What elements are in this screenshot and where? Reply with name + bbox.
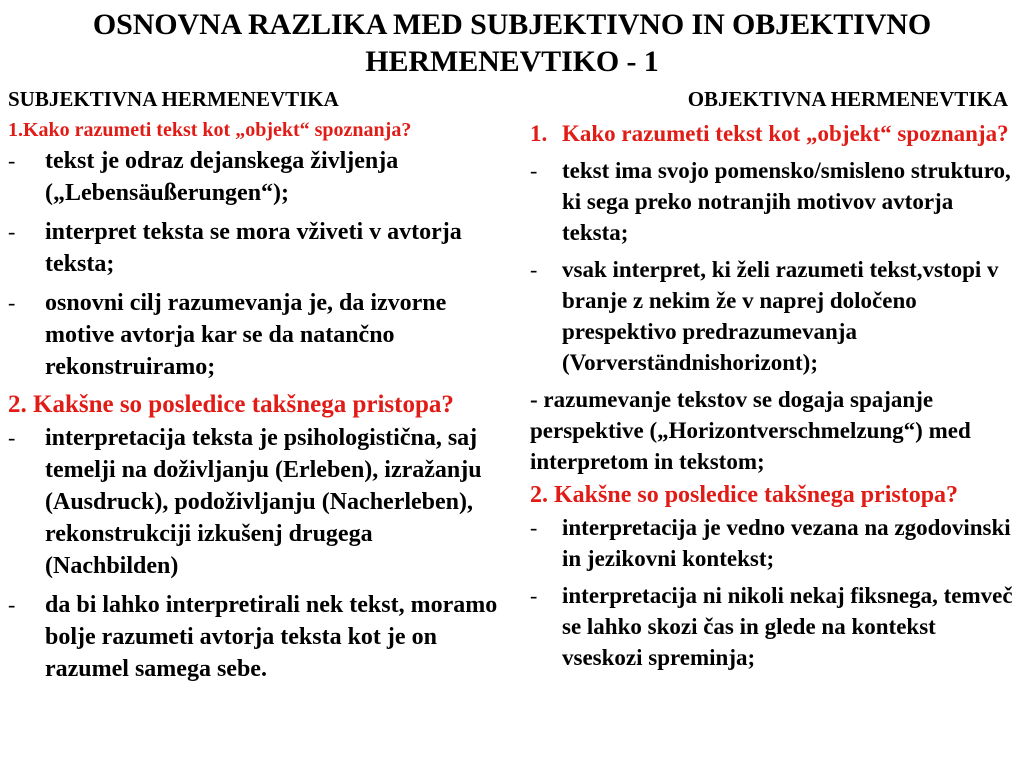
list-item-text: osnovni cilj razumevanja je, da izvorne motive avtorja kar se da natančno rekonstruiramo;	[45, 290, 447, 380]
list-item-text: interpret teksta se mora vživeti v avtorja teksta;	[45, 219, 462, 277]
bullet-dash-icon: -	[8, 290, 16, 315]
list-item	[530, 512, 1014, 574]
list-item	[530, 155, 1014, 248]
left-heading-question-2: 2. Kakšne so posledice takšnega pristopa?	[8, 391, 454, 418]
list-item	[8, 145, 498, 209]
list-item	[530, 580, 1014, 673]
two-column-body	[0, 87, 1024, 692]
right-paragraph-horizon-fusion: - razumevanje tekstov se dogaja spajanje perspektive („Horizontverschmelzung“) med interpretom in tekstom;	[530, 387, 971, 474]
page-title: OSNOVNA RAZLIKA MED SUBJEKTIVNO IN OBJEKTIVNO HERMENEVTIKO - 1	[92, 8, 932, 78]
list-item-text: interpretacija ni nikoli nekaj fiksnega, temveč se lahko skozi čas in glede na kontekst vseskozi spreminja;	[562, 583, 1013, 670]
list-item	[8, 589, 498, 685]
column-header-subjective: SUBJEKTIVNA HERMENEVTIKA	[8, 87, 339, 111]
list-item-text: da bi lahko interpretirali nek tekst, moramo bolje razumeti avtorja teksta kot je on razumel samega sebe.	[45, 592, 498, 682]
list-item-text: tekst je odraz dejanskega življenja („Lebensäußerungen“);	[45, 148, 399, 206]
list-item	[8, 287, 498, 383]
list-number-marker: 1.	[530, 121, 548, 146]
list-item	[530, 254, 1014, 378]
bullet-dash-icon: -	[530, 583, 538, 608]
bullet-dash-icon: -	[8, 592, 16, 617]
right-heading-question-1-text: Kako razumeti tekst kot „objekt“ spoznanja?	[562, 121, 1009, 146]
bullet-dash-icon: -	[530, 257, 538, 282]
column-subjective	[0, 87, 512, 692]
list-item	[8, 216, 498, 280]
list-item-text: vsak interpret, ki želi razumeti tekst,vstopi v branje z nekim že v naprej določeno prespektivo predrazumevanja (Vorverständnishorizont);	[562, 257, 999, 375]
bullet-dash-icon: -	[8, 425, 16, 450]
column-objective	[512, 87, 1024, 679]
bullet-dash-icon: -	[8, 148, 16, 173]
list-item-text: interpretacija teksta je psihologistična, saj temelji na doživljanju (Erleben), izražanju (Ausdruck), podoživljanju (Nacherleben), rekonstrukciji izkušenj drugega (Nachbilden)	[45, 425, 482, 579]
right-heading-question-2: 2. Kakšne so posledice takšnega pristopa?	[530, 482, 959, 508]
bullet-dash-icon: -	[530, 158, 538, 183]
right-heading-question-1	[530, 118, 1014, 149]
list-item	[8, 422, 498, 582]
bullet-dash-icon: -	[530, 515, 538, 540]
slide	[0, 6, 1024, 773]
column-header-objective: OBJEKTIVNA HERMENEVTIKA	[687, 87, 1008, 111]
bullet-dash-icon: -	[8, 219, 16, 244]
list-item-text: tekst ima svojo pomensko/smisleno strukturo, ki sega preko notranjih motivov avtorja teksta;	[562, 158, 1011, 245]
left-heading-question-1: 1.Kako razumeti tekst kot „objekt“ spoznanja?	[8, 119, 412, 141]
list-item-text: interpretacija je vedno vezana na zgodovinski in jezikovni kontekst;	[562, 515, 1011, 571]
